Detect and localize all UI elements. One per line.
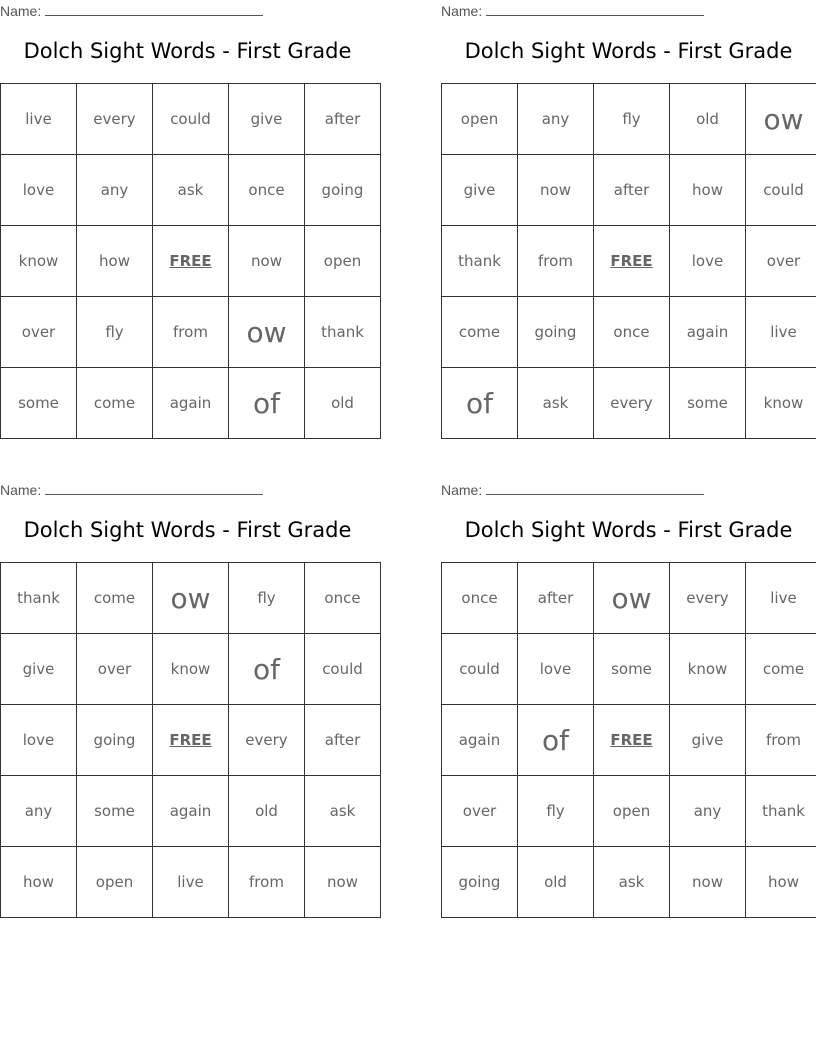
bingo-cell: of	[229, 634, 305, 705]
bingo-cell: come	[442, 297, 518, 368]
bingo-cell: thank	[305, 297, 381, 368]
name-line	[441, 3, 704, 19]
bingo-cell: know	[746, 368, 816, 439]
name-blank	[45, 4, 263, 16]
bingo-cell: know	[1, 226, 77, 297]
bingo-cell: every	[229, 705, 305, 776]
name-blank	[45, 483, 263, 495]
bingo-cell: now	[305, 847, 381, 918]
bingo-cell: come	[746, 634, 816, 705]
bingo-cell: ask	[305, 776, 381, 847]
bingo-cell: thank	[746, 776, 816, 847]
bingo-cell: how	[77, 226, 153, 297]
bingo-cell: now	[670, 847, 746, 918]
bingo-cell: give	[442, 155, 518, 226]
bingo-cell: thank	[442, 226, 518, 297]
bingo-cell: from	[153, 297, 229, 368]
bingo-cell: ask	[594, 847, 670, 918]
bingo-cell: again	[670, 297, 746, 368]
bingo-cell: once	[594, 297, 670, 368]
bingo-cell: old	[518, 847, 594, 918]
bingo-cell: fly	[594, 84, 670, 155]
bingo-cell: after	[305, 84, 381, 155]
card-title: Dolch Sight Words - First Grade	[23, 39, 352, 63]
bingo-cell: some	[77, 776, 153, 847]
bingo-grid	[441, 83, 816, 439]
bingo-cell: come	[77, 368, 153, 439]
bingo-cell: once	[442, 563, 518, 634]
bingo-cell: open	[77, 847, 153, 918]
bingo-cell: know	[670, 634, 746, 705]
bingo-cell: live	[746, 297, 816, 368]
bingo-cell: some	[1, 368, 77, 439]
bingo-cell: of	[229, 368, 305, 439]
bingo-cell: give	[670, 705, 746, 776]
name-line	[441, 482, 704, 498]
bingo-cell: ask	[518, 368, 594, 439]
bingo-cell: know	[153, 634, 229, 705]
bingo-cell: any	[518, 84, 594, 155]
name-label: Name:	[0, 482, 42, 498]
bingo-cell: live	[153, 847, 229, 918]
bingo-cell: thank	[1, 563, 77, 634]
bingo-cell: once	[229, 155, 305, 226]
bingo-cell: after	[305, 705, 381, 776]
bingo-grid	[0, 562, 381, 918]
free-space: FREE	[594, 226, 670, 297]
bingo-cell: going	[518, 297, 594, 368]
bingo-cell: every	[670, 563, 746, 634]
bingo-cell: of	[518, 705, 594, 776]
bingo-cell: over	[77, 634, 153, 705]
bingo-cell: give	[229, 84, 305, 155]
bingo-cell: live	[746, 563, 816, 634]
bingo-cell: open	[305, 226, 381, 297]
free-space: FREE	[153, 226, 229, 297]
bingo-cell: could	[746, 155, 816, 226]
bingo-cell: now	[229, 226, 305, 297]
bingo-cell: open	[442, 84, 518, 155]
bingo-cell: ow	[746, 84, 816, 155]
name-blank	[486, 4, 704, 16]
bingo-cell: some	[670, 368, 746, 439]
bingo-cell: again	[442, 705, 518, 776]
bingo-cell: old	[229, 776, 305, 847]
bingo-cell: love	[518, 634, 594, 705]
bingo-cell: fly	[229, 563, 305, 634]
name-line	[0, 482, 263, 498]
bingo-cell: live	[1, 84, 77, 155]
bingo-cell: ask	[153, 155, 229, 226]
bingo-cell: old	[305, 368, 381, 439]
bingo-cell: love	[1, 705, 77, 776]
bingo-cell: every	[77, 84, 153, 155]
bingo-cell: going	[77, 705, 153, 776]
bingo-cell: come	[77, 563, 153, 634]
bingo-cell: of	[442, 368, 518, 439]
bingo-grid	[441, 562, 816, 918]
bingo-cell: going	[305, 155, 381, 226]
bingo-cell: any	[77, 155, 153, 226]
bingo-cell: over	[1, 297, 77, 368]
bingo-cell: love	[670, 226, 746, 297]
free-space: FREE	[153, 705, 229, 776]
card-title: Dolch Sight Words - First Grade	[464, 518, 793, 542]
bingo-cell: ow	[229, 297, 305, 368]
name-label: Name:	[441, 3, 483, 19]
bingo-cell: could	[153, 84, 229, 155]
bingo-cell: could	[305, 634, 381, 705]
bingo-cell: from	[518, 226, 594, 297]
bingo-cell: from	[746, 705, 816, 776]
bingo-cell: ow	[594, 563, 670, 634]
bingo-cell: how	[1, 847, 77, 918]
bingo-cell: once	[305, 563, 381, 634]
bingo-cell: give	[1, 634, 77, 705]
name-blank	[486, 483, 704, 495]
name-label: Name:	[0, 3, 42, 19]
name-line	[0, 3, 263, 19]
free-space: FREE	[594, 705, 670, 776]
bingo-cell: after	[594, 155, 670, 226]
bingo-cell: over	[746, 226, 816, 297]
bingo-cell: again	[153, 368, 229, 439]
bingo-cell: ow	[153, 563, 229, 634]
bingo-grid	[0, 83, 381, 439]
bingo-cell: love	[1, 155, 77, 226]
bingo-cell: fly	[518, 776, 594, 847]
bingo-cell: now	[518, 155, 594, 226]
card-title: Dolch Sight Words - First Grade	[23, 518, 352, 542]
bingo-cell: after	[518, 563, 594, 634]
bingo-cell: going	[442, 847, 518, 918]
bingo-cell: how	[670, 155, 746, 226]
bingo-cell: some	[594, 634, 670, 705]
bingo-cell: open	[594, 776, 670, 847]
bingo-cell: any	[1, 776, 77, 847]
name-label: Name:	[441, 482, 483, 498]
card-title: Dolch Sight Words - First Grade	[464, 39, 793, 63]
bingo-cell: over	[442, 776, 518, 847]
bingo-cell: could	[442, 634, 518, 705]
bingo-cell: from	[229, 847, 305, 918]
bingo-cell: any	[670, 776, 746, 847]
bingo-cell: how	[746, 847, 816, 918]
bingo-cell: fly	[77, 297, 153, 368]
bingo-cell: old	[670, 84, 746, 155]
bingo-cell: every	[594, 368, 670, 439]
bingo-cell: again	[153, 776, 229, 847]
